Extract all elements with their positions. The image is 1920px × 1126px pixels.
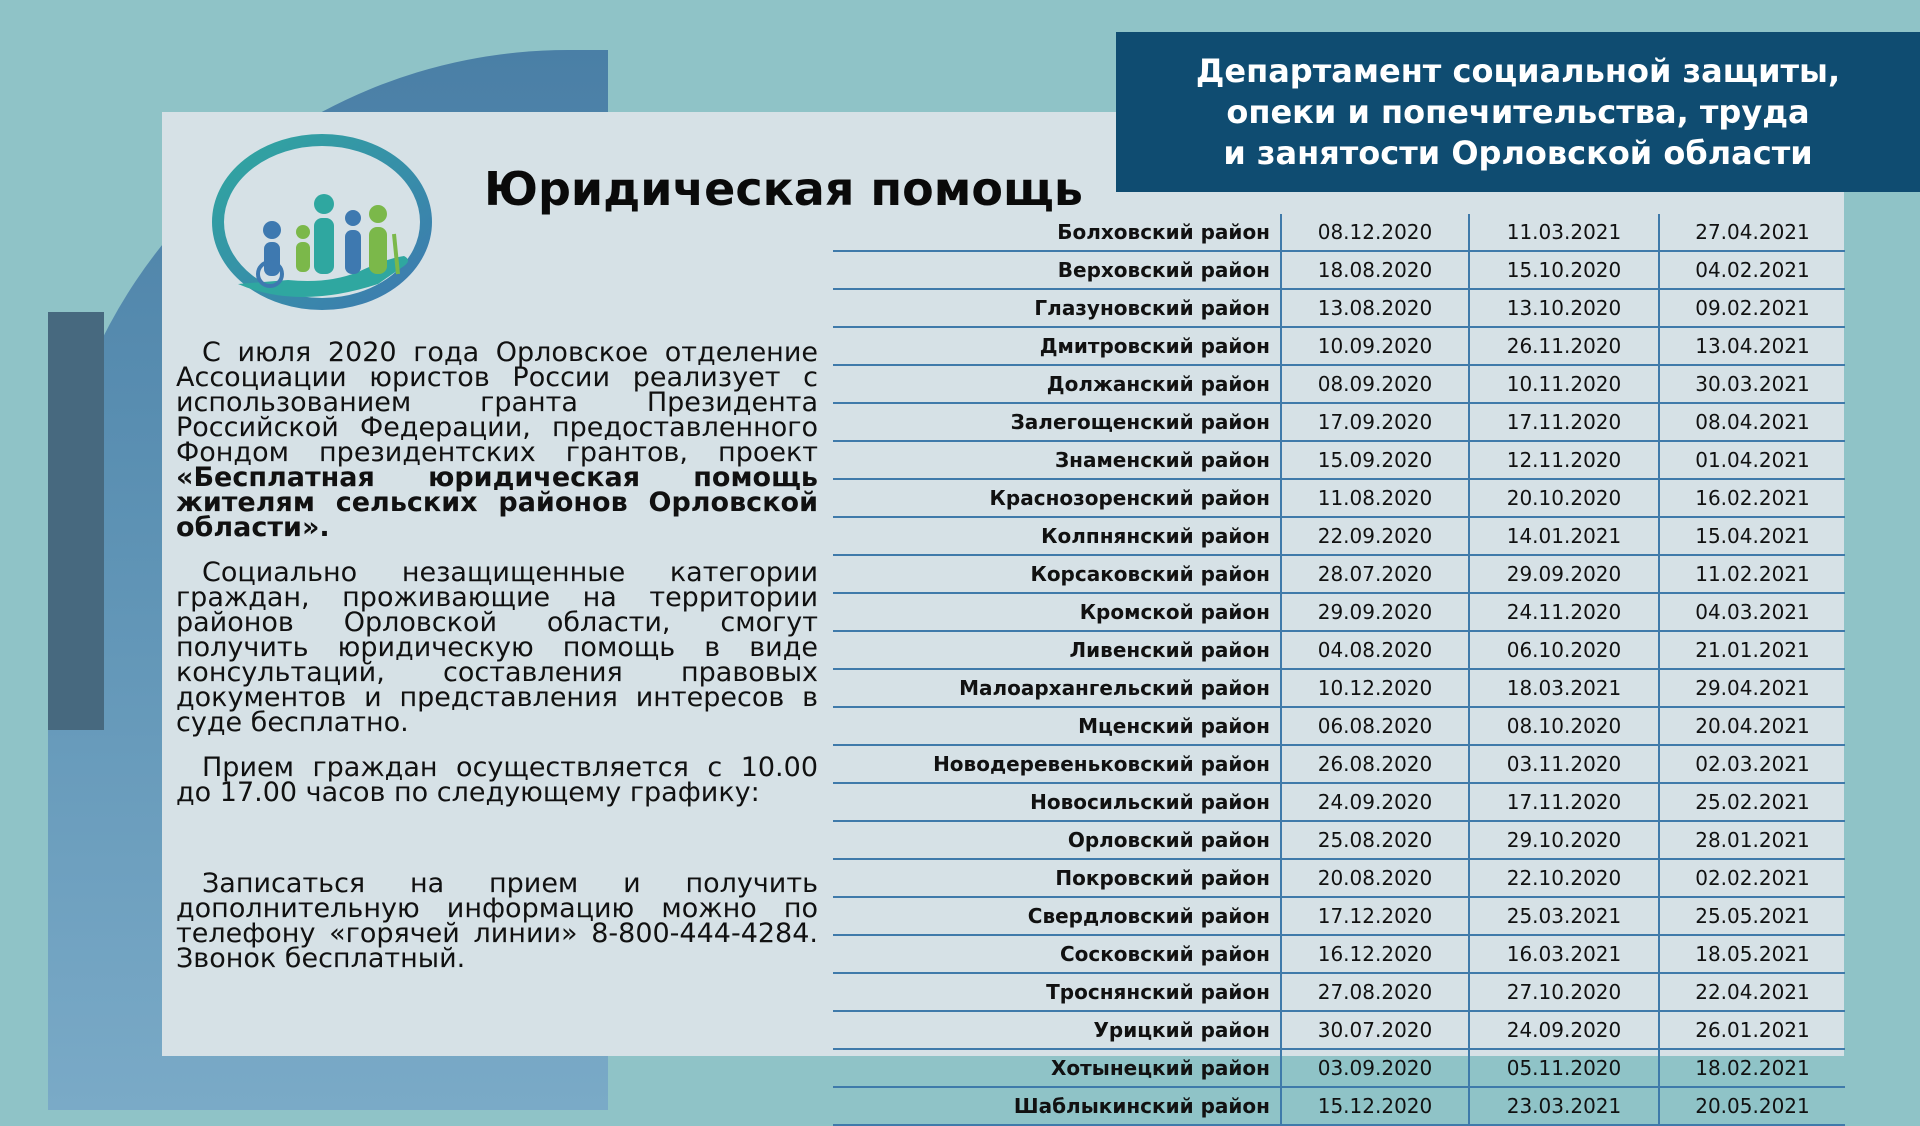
district-cell: Сосковский район [833,935,1281,973]
date-cell: 27.10.2020 [1469,973,1659,1011]
table-row [833,783,1845,821]
date-cell: 16.02.2021 [1659,479,1845,517]
table-row [833,859,1845,897]
date-cell: 04.03.2021 [1659,593,1845,631]
date-cell: 03.11.2020 [1469,745,1659,783]
date-cell: 10.12.2020 [1281,669,1469,707]
table-row [833,631,1845,669]
department-name: Департамент социальной защиты, опеки и попечительства, труда и занятости Орловской области [1195,51,1841,172]
hotline-paragraph: Записаться на прием и получить дополнительную информацию можно по телефону «горячей линии» 8-800-444-4284. Звонок бесплатный. [176,868,818,974]
date-cell: 29.09.2020 [1281,593,1469,631]
date-cell: 22.04.2021 [1659,973,1845,1011]
district-cell: Корсаковский район [833,555,1281,593]
date-cell: 15.12.2020 [1281,1087,1469,1125]
table-row [833,555,1845,593]
date-cell: 25.05.2021 [1659,897,1845,935]
district-cell: Свердловский район [833,897,1281,935]
project-description: С июля 2020 года Орловское отделение Ассоциации юристов России реализует с использованием гранта Президента Российской Федерации, предоставленного Фондом президентских грантов, проект [176,337,818,468]
date-cell: 04.02.2021 [1659,251,1845,289]
date-cell: 22.09.2020 [1281,517,1469,555]
date-cell: 20.10.2020 [1469,479,1659,517]
table-row [833,251,1845,289]
date-cell: 08.09.2020 [1281,365,1469,403]
table-row [833,365,1845,403]
table-row [833,897,1845,935]
district-cell: Новосильский район [833,783,1281,821]
date-cell: 20.04.2021 [1659,707,1845,745]
table-row [833,403,1845,441]
project-name: «Бесплатная юридическая помощь жителям сельских районов Орловской области». [176,462,818,543]
district-cell: Шаблыкинский район [833,1087,1281,1125]
date-cell: 17.09.2020 [1281,403,1469,441]
table-row [833,1011,1845,1049]
table-row [833,973,1845,1011]
date-cell: 26.08.2020 [1281,745,1469,783]
date-cell: 05.11.2020 [1469,1049,1659,1087]
date-cell: 24.11.2020 [1469,593,1659,631]
department-banner [1116,32,1920,192]
date-cell: 23.03.2021 [1469,1087,1659,1125]
date-cell: 24.09.2020 [1469,1011,1659,1049]
table-row [833,821,1845,859]
table-row [833,289,1845,327]
date-cell: 11.08.2020 [1281,479,1469,517]
date-cell: 29.09.2020 [1469,555,1659,593]
district-cell: Хотынецкий район [833,1049,1281,1087]
date-cell: 08.04.2021 [1659,403,1845,441]
table-row [833,935,1845,973]
date-cell: 15.04.2021 [1659,517,1845,555]
district-cell: Мценский район [833,707,1281,745]
date-cell: 09.02.2021 [1659,289,1845,327]
date-cell: 03.09.2020 [1281,1049,1469,1087]
district-cell: Орловский район [833,821,1281,859]
date-cell: 21.01.2021 [1659,631,1845,669]
date-cell: 18.05.2021 [1659,935,1845,973]
date-cell: 16.12.2020 [1281,935,1469,973]
date-cell: 16.03.2021 [1469,935,1659,973]
district-cell: Новодеревеньковский район [833,745,1281,783]
date-cell: 18.02.2021 [1659,1049,1845,1087]
district-cell: Должанский район [833,365,1281,403]
district-cell: Знаменский район [833,441,1281,479]
intro-text [176,337,818,974]
district-cell: Краснозоренский район [833,479,1281,517]
date-cell: 29.10.2020 [1469,821,1659,859]
family-hand-icon [208,134,436,316]
district-cell: Болховский район [833,214,1281,251]
date-cell: 24.09.2020 [1281,783,1469,821]
schedule-body [833,214,1845,1125]
district-cell: Глазуновский район [833,289,1281,327]
date-cell: 13.10.2020 [1469,289,1659,327]
date-cell: 17.11.2020 [1469,783,1659,821]
date-cell: 18.03.2021 [1469,669,1659,707]
district-cell: Колпнянский район [833,517,1281,555]
district-cell: Ливенский район [833,631,1281,669]
date-cell: 13.08.2020 [1281,289,1469,327]
intro-paragraph-3: Прием граждан осуществляется с 10.00 до 17.00 часов по следующему графику: [176,752,818,808]
table-row [833,327,1845,365]
district-cell: Кромской район [833,593,1281,631]
date-cell: 26.01.2021 [1659,1011,1845,1049]
date-cell: 01.04.2021 [1659,441,1845,479]
intro-paragraph-2: Социально незащищенные категории граждан, проживающие на территории районов Орловской области, смогут получить юридическую помощь в виде консультаций, составления правовых документов и представления интересов в суде бесплатно. [176,557,818,738]
date-cell: 20.05.2021 [1659,1087,1845,1125]
date-cell: 11.02.2021 [1659,555,1845,593]
date-cell: 15.10.2020 [1469,251,1659,289]
date-cell: 11.03.2021 [1469,214,1659,251]
date-cell: 28.07.2020 [1281,555,1469,593]
district-cell: Троснянский район [833,973,1281,1011]
date-cell: 08.12.2020 [1281,214,1469,251]
date-cell: 27.04.2021 [1659,214,1845,251]
date-cell: 25.02.2021 [1659,783,1845,821]
table-row [833,517,1845,555]
date-cell: 02.02.2021 [1659,859,1845,897]
date-cell: 28.01.2021 [1659,821,1845,859]
table-row [833,593,1845,631]
table-row [833,1049,1845,1087]
table-row [833,214,1845,251]
decorative-bar [48,312,104,730]
date-cell: 22.10.2020 [1469,859,1659,897]
date-cell: 15.09.2020 [1281,441,1469,479]
date-cell: 13.04.2021 [1659,327,1845,365]
district-cell: Урицкий район [833,1011,1281,1049]
date-cell: 14.01.2021 [1469,517,1659,555]
date-cell: 27.08.2020 [1281,973,1469,1011]
table-row [833,441,1845,479]
district-cell: Верховский район [833,251,1281,289]
date-cell: 30.07.2020 [1281,1011,1469,1049]
date-cell: 06.10.2020 [1469,631,1659,669]
page-title: Юридическая помощь [484,162,1083,216]
date-cell: 29.04.2021 [1659,669,1845,707]
date-cell: 20.08.2020 [1281,859,1469,897]
date-cell: 08.10.2020 [1469,707,1659,745]
date-cell: 30.03.2021 [1659,365,1845,403]
schedule-table [833,214,1845,1126]
date-cell: 10.09.2020 [1281,327,1469,365]
date-cell: 25.08.2020 [1281,821,1469,859]
table-row [833,707,1845,745]
date-cell: 18.08.2020 [1281,251,1469,289]
table-row [833,745,1845,783]
date-cell: 06.08.2020 [1281,707,1469,745]
date-cell: 12.11.2020 [1469,441,1659,479]
date-cell: 26.11.2020 [1469,327,1659,365]
table-row [833,1087,1845,1125]
district-cell: Залегощенский район [833,403,1281,441]
district-cell: Дмитровский район [833,327,1281,365]
date-cell: 04.08.2020 [1281,631,1469,669]
date-cell: 10.11.2020 [1469,365,1659,403]
date-cell: 17.11.2020 [1469,403,1659,441]
date-cell: 02.03.2021 [1659,745,1845,783]
date-cell: 17.12.2020 [1281,897,1469,935]
intro-paragraph-1 [176,337,818,543]
district-cell: Покровский район [833,859,1281,897]
table-row [833,669,1845,707]
date-cell: 25.03.2021 [1469,897,1659,935]
table-row [833,479,1845,517]
district-cell: Малоархангельский район [833,669,1281,707]
